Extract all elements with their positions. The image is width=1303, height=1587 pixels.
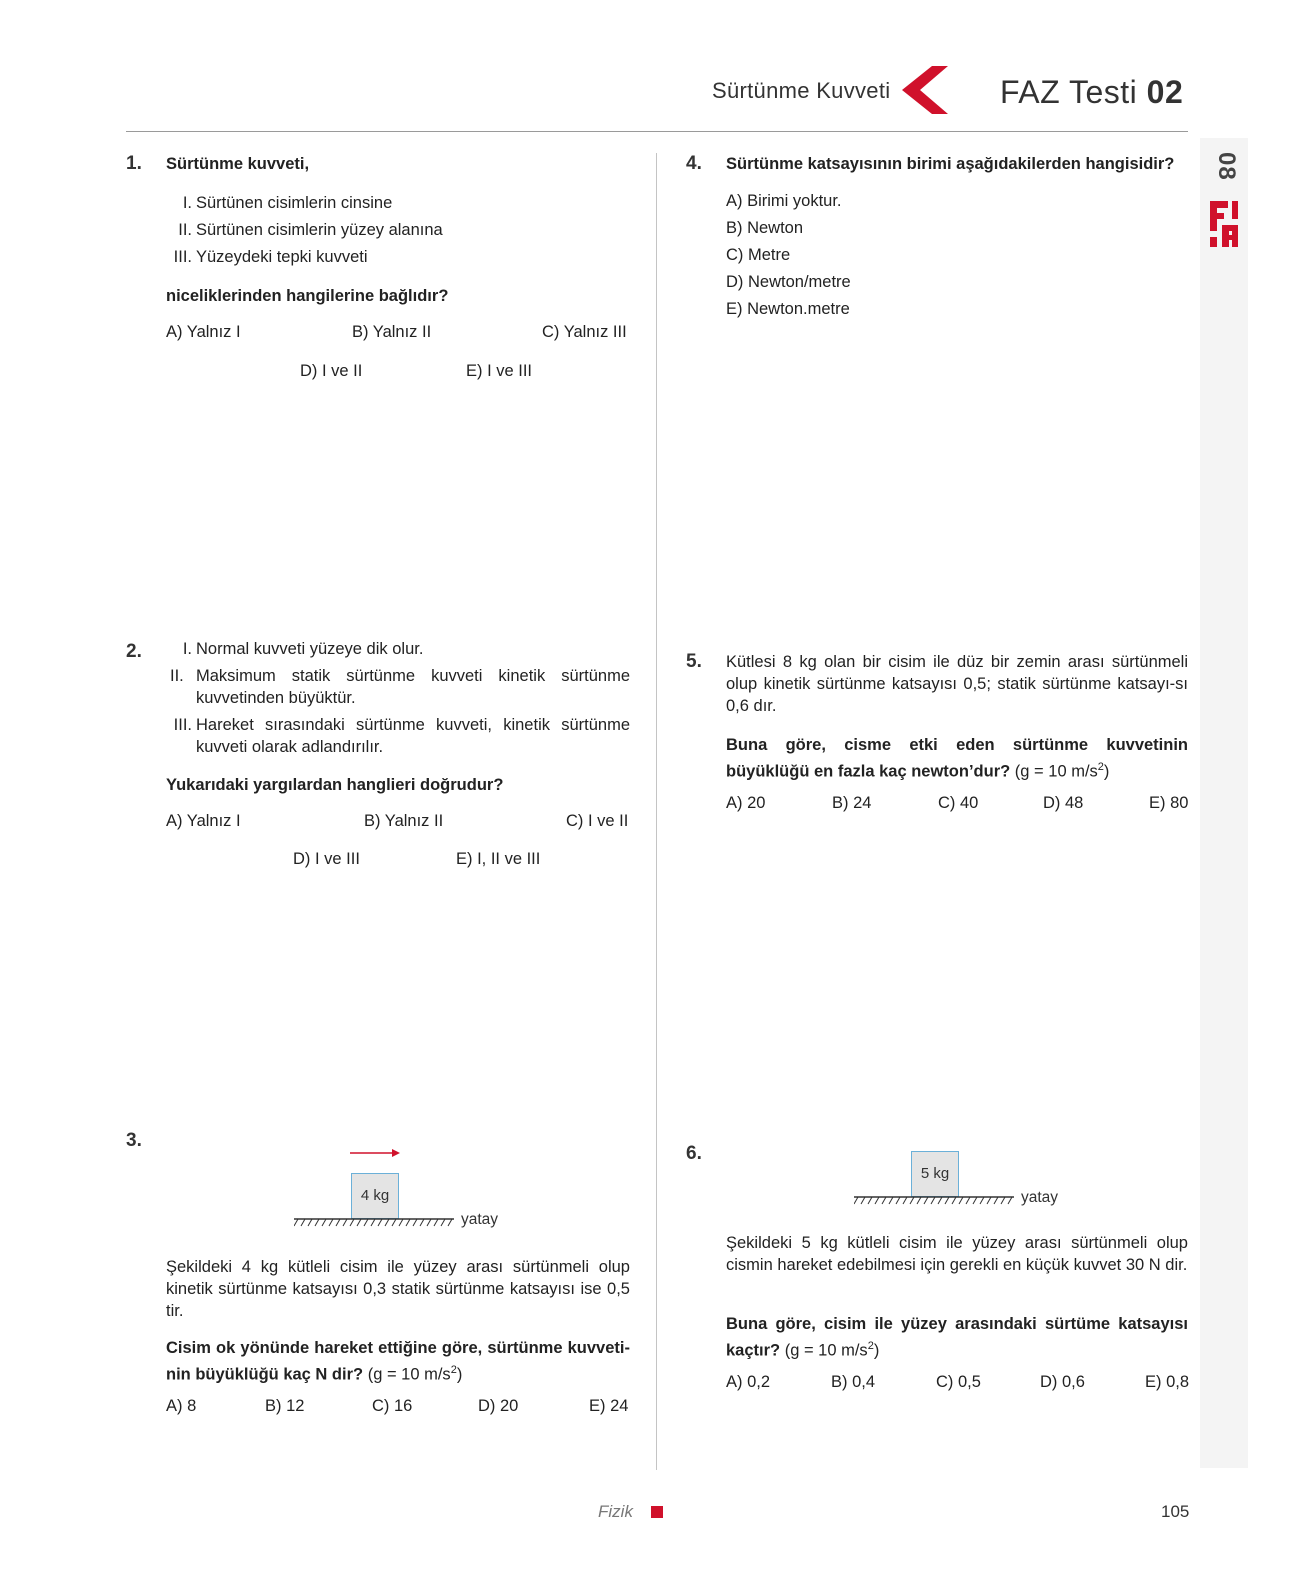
ground-hatch (854, 1196, 1016, 1206)
question-5-question: Buna göre, cisme etki eden sürtünme kuvvetinin büyüklüğü en fazla kaç newton’dur? (g = 10 $m/s^2$) (726, 736, 1188, 781)
question-5-text: Kütlesi 8 kg olan bir cisim ile düz bir zemin arası sürtünmeli olup kinetik sürtünme katsayısı 0,5; statik sürtünme katsayı-sı 0,6 dır. (726, 653, 1188, 715)
question-3-option-d[interactable]: D) 20 (478, 1397, 519, 1415)
question-6-text: Şekildeki 5 kg kütleli cisim ile yüzey arası sürtünmeli olup cismin hareket edebilmesi için gerekli en küçük kuvvet 30 N dir. (726, 1234, 1188, 1274)
question-6-option-c[interactable]: C) 0,5 (936, 1373, 981, 1391)
question-2-option-d[interactable]: D) I ve III (293, 850, 360, 868)
question-1-option-b[interactable]: B) Yalnız II (352, 323, 432, 341)
side-tab-number: 08 (1213, 152, 1240, 181)
topic-title: Sürtünme Kuvveti (712, 78, 891, 103)
question-3-number: 3. (126, 1130, 142, 1151)
question-1-stem: Sürtünme kuvveti, (166, 155, 310, 173)
page-number: 105 (1161, 1502, 1190, 1521)
question-4-option-b[interactable]: B) Newton (726, 219, 804, 237)
question-6-option-e[interactable]: E) 0,8 (1145, 1373, 1190, 1391)
question-5-option-c[interactable]: C) 40 (938, 794, 979, 812)
question-2-item: III. Hareket sırasındaki sürtünme kuvveti, kinetik sürtünme kuvveti olarak adlandırılır. (173, 716, 630, 756)
question-1-item: III. Yüzeydeki tepki kuvveti (173, 248, 368, 266)
question-2-option-b[interactable]: B) Yalnız II (364, 812, 444, 830)
mass-block: 5 kg (911, 1151, 959, 1197)
question-1-item: I. Sürtünen cisimlerin cinsine (182, 194, 393, 212)
question-1-option-e[interactable]: E) I ve III (466, 362, 533, 380)
question-5-option-e[interactable]: E) 80 (1149, 794, 1189, 812)
arrow-right-icon (350, 1148, 400, 1158)
question-3-option-e[interactable]: E) 24 (589, 1397, 629, 1415)
question-2-item: II. Maksimum statik sürtünme kuvveti kinetik sürtünme kuvvetinden büyüktür. (170, 667, 630, 707)
question-3-text: Şekildeki 4 kg kütleli cisim ile yüzey arası sürtünmeli olup kinetik sürtünme katsayısı 0,3 statik sürtünme katsayısı ise 0,5 tir. (166, 1258, 630, 1320)
ground-label: yatay (1021, 1189, 1059, 1206)
question-1-question: niceliklerinden hangilerine bağlıdır? (166, 287, 449, 305)
question-4-option-c[interactable]: C) Metre (726, 246, 791, 264)
question-1-option-d[interactable]: D) I ve II (300, 362, 363, 380)
question-4-option-a[interactable]: A) Birimi yoktur. (726, 192, 842, 210)
question-4-stem: Sürtünme katsayısının birimi aşağıdakilerden hangisidir? (726, 155, 1175, 173)
question-5-option-b[interactable]: B) 24 (832, 794, 872, 812)
question-3-option-a[interactable]: A) 8 (166, 1397, 197, 1415)
question-1-item: II. Sürtünen cisimlerin yüzey alanına (178, 221, 443, 239)
chevron-left-icon (902, 66, 948, 114)
question-6-option-d[interactable]: D) 0,6 (1040, 1373, 1085, 1391)
question-2-question: Yukarıdaki yargılardan hanglieri doğrudur? (166, 776, 504, 794)
question-5-option-a[interactable]: A) 20 (726, 794, 766, 812)
question-1-option-c[interactable]: C) Yalnız III (542, 323, 627, 341)
column-divider (656, 153, 657, 1470)
footer-subject: Fizik (598, 1502, 633, 1521)
question-4-option-d[interactable]: D) Newton/metre (726, 273, 851, 291)
question-4-number: 4. (686, 153, 702, 174)
question-2-option-c[interactable]: C) I ve II (566, 812, 629, 830)
test-number: 02 (1146, 74, 1184, 110)
question-4-option-e[interactable]: E) Newton.metre (726, 300, 850, 318)
question-5-option-d[interactable]: D) 48 (1043, 794, 1084, 812)
mass-block: 4 kg (351, 1173, 399, 1219)
question-6-option-a[interactable]: A) 0,2 (726, 1373, 771, 1391)
question-1-number: 1. (126, 153, 142, 174)
question-6-option-b[interactable]: B) 0,4 (831, 1373, 876, 1391)
question-3-option-b[interactable]: B) 12 (265, 1397, 305, 1415)
question-2-number: 2. (126, 641, 142, 662)
question-3-question: Cisim ok yönünde hareket ettiğine göre, sürtünme kuvveti-nin büyüklüğü kaç N dir? (g = 10 $m/s^2$) (166, 1339, 630, 1384)
footer-square-icon (651, 1506, 663, 1518)
ground-label: yatay (461, 1211, 499, 1228)
question-6-question: Buna göre, cisim ile yüzey arasındaki sürtüme katsayısı kaçtır? (g = 10 $m/s^2$) (726, 1315, 1188, 1360)
header-rule (126, 131, 1188, 132)
question-2-option-a[interactable]: A) Yalnız I (166, 812, 241, 830)
test-title (1000, 74, 1183, 111)
question-3-option-c[interactable]: C) 16 (372, 1397, 413, 1415)
side-tab (1200, 138, 1248, 1468)
faz-logo-icon (1210, 201, 1240, 249)
question-5-number: 5. (686, 651, 702, 672)
question-1-option-a[interactable]: A) Yalnız I (166, 323, 241, 341)
question-2-item: I. Normal kuvveti yüzeye dik olur. (182, 640, 424, 658)
test-label: FAZ Testi (1000, 74, 1138, 110)
question-6-number: 6. (686, 1143, 702, 1164)
ground-hatch (294, 1218, 456, 1228)
question-2-option-e[interactable]: E) I, II ve III (456, 850, 541, 868)
